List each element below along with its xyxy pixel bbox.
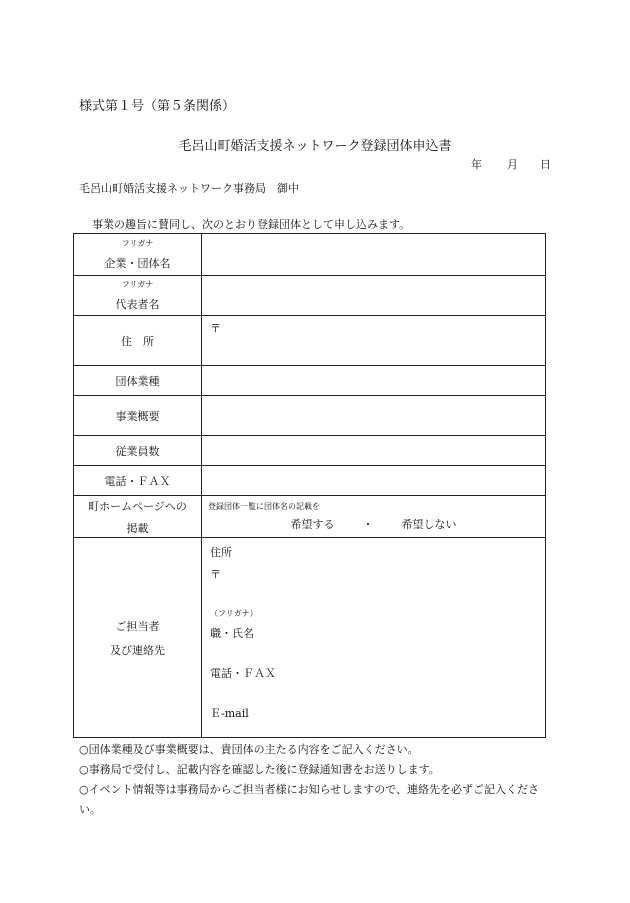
date-month: 月 xyxy=(507,158,518,171)
note-item: ○イベント情報等は事務局からご担当者様にお知らせしますので、連絡先を必ずご記入ください。 xyxy=(79,783,540,816)
homepage-note: 登録団体一覧に団体名の記載を xyxy=(208,502,320,511)
option-yes[interactable]: 希望する xyxy=(290,518,335,531)
addressee: 毛呂山町婚活支援ネットワーク事務局 御中 xyxy=(79,182,299,195)
intro-text: 事業の趣旨に賛同し、次のとおり登録団体として申し込みます。 xyxy=(92,218,411,231)
representative-label: 代表者名 xyxy=(115,298,160,311)
contact-postal-mark: 〒 xyxy=(210,568,221,581)
address-field[interactable] xyxy=(202,316,546,366)
contact-label-line1: ご担当者 xyxy=(115,619,160,633)
employees-field[interactable] xyxy=(202,436,546,466)
employees-label: 従業員数 xyxy=(74,436,202,466)
industry-field[interactable] xyxy=(202,366,546,396)
contact-phone-fax-label: 電話・ＦＡＸ xyxy=(210,667,276,680)
homepage-label-line2: 掲載 xyxy=(126,521,149,535)
homepage-label-line1: 町ホームページへの xyxy=(88,499,187,513)
contact-label-cell xyxy=(74,538,202,738)
homepage-label-cell xyxy=(74,496,202,538)
company-name-label-cell xyxy=(74,234,202,276)
notes xyxy=(79,740,549,820)
company-name-label: 企業・団体名 xyxy=(104,257,171,270)
representative-label-cell xyxy=(74,276,202,316)
representative-field[interactable] xyxy=(202,276,546,316)
date-year: 年 xyxy=(471,158,482,171)
furigana-label: フリガナ xyxy=(121,239,154,248)
phone-fax-label: 電話・ＦＡＸ xyxy=(74,466,202,496)
form-number: 様式第１号（第５条関係） xyxy=(79,99,236,114)
contact-address-label: 住所 xyxy=(210,546,232,559)
option-no[interactable]: 希望しない xyxy=(401,518,457,531)
contact-email-label: Ｅ-mail xyxy=(210,707,249,720)
note-item: ○団体業種及び事業概要は、貴団体の主たる内容をご記入ください。 xyxy=(79,743,419,756)
furigana-label: フリガナ xyxy=(121,280,154,289)
contact-label-line2: 及び連絡先 xyxy=(110,643,165,657)
business-summary-field[interactable] xyxy=(202,396,546,436)
contact-title-name-label: 職・氏名 xyxy=(210,627,254,640)
industry-label: 団体業種 xyxy=(74,366,202,396)
note-item: ○事務局で受付し、記載内容を確認した後に登録通知書をお送りします。 xyxy=(79,763,440,776)
option-separator: ・ xyxy=(362,518,374,531)
application-form-table xyxy=(73,233,546,738)
business-summary-label: 事業概要 xyxy=(74,396,202,436)
address-label: 住 所 xyxy=(74,316,202,366)
date-day: 日 xyxy=(540,158,551,171)
form-title: 毛呂山町婚活支援ネットワーク登録団体申込書 xyxy=(178,139,452,154)
postal-mark: 〒 xyxy=(210,322,221,335)
listing-options xyxy=(202,516,545,532)
homepage-listing-field xyxy=(202,496,546,538)
contact-field[interactable] xyxy=(202,538,546,738)
contact-furigana-label: （フリガナ） xyxy=(210,609,258,618)
phone-fax-field[interactable] xyxy=(202,466,546,496)
company-name-field[interactable] xyxy=(202,234,546,276)
